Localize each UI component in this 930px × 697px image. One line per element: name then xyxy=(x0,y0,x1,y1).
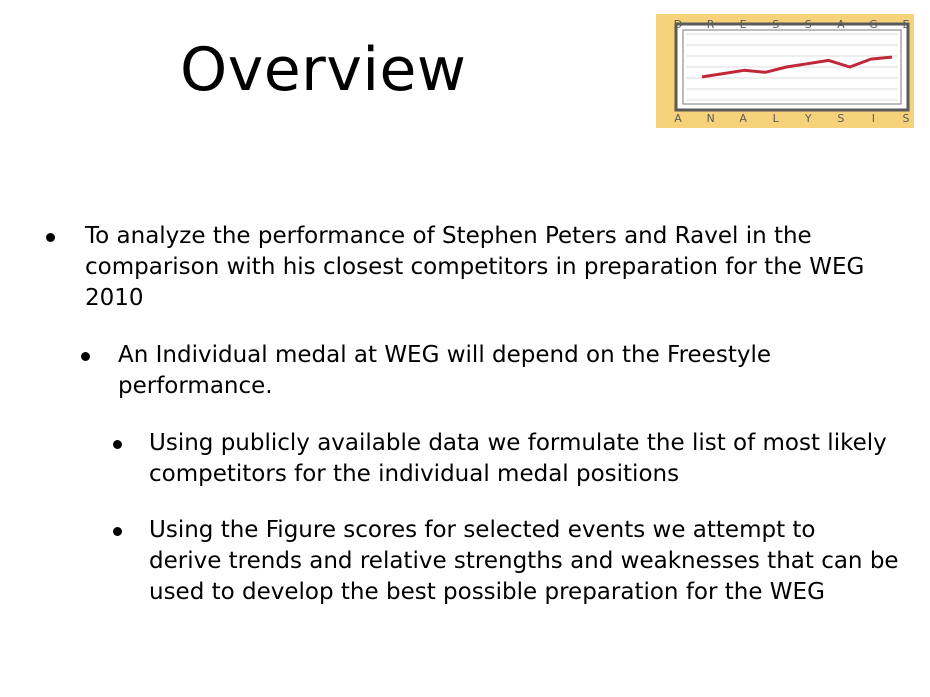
logo-letter: Y xyxy=(804,112,812,125)
logo-letter: D xyxy=(673,18,683,31)
logo-letter: A xyxy=(674,112,682,125)
bullet-marker xyxy=(46,233,55,242)
bullet-marker xyxy=(113,527,122,536)
logo-letter: S xyxy=(804,18,812,31)
bullet-item-objective xyxy=(85,221,864,314)
logo-letter: L xyxy=(772,112,779,125)
bullet-line: derive trends and relative strengths and weaknesses that can be xyxy=(149,548,899,574)
bullet-line: comparison with his closest competitors in preparation for the WEG xyxy=(85,254,865,280)
logo-letter: E xyxy=(902,18,910,31)
logo-letter: N xyxy=(706,112,715,125)
bullet-item-public-data xyxy=(149,428,887,490)
logo-letter: I xyxy=(871,112,876,125)
bullet-line: 2010 xyxy=(85,285,144,311)
logo-letter: S xyxy=(902,112,910,125)
bullet-line: To analyze the performance of Stephen Peters and Ravel in the xyxy=(85,223,812,249)
logo-letter: A xyxy=(837,18,845,31)
logo-letter: R xyxy=(706,18,715,31)
logo-letter: E xyxy=(739,18,747,31)
bullet-line: An Individual medal at WEG will depend on the Freestyle xyxy=(118,342,771,368)
bullet-line: Using publicly available data we formulate the list of most likely xyxy=(149,430,887,456)
bullet-line: performance. xyxy=(118,373,273,399)
logo-letter: A xyxy=(739,112,747,125)
slide-title: Overview xyxy=(180,35,467,105)
logo-letter: S xyxy=(772,18,780,31)
bullet-line: Using the Figure scores for selected events we attempt to xyxy=(149,517,816,543)
logo-letter: G xyxy=(869,18,878,31)
bullet-line: competitors for the individual medal positions xyxy=(149,461,680,487)
bullet-item-figure-scores xyxy=(149,515,899,608)
bullet-marker xyxy=(81,352,90,361)
logo-letter: S xyxy=(837,112,845,125)
bullet-line: used to develop the best possible preparation for the WEG xyxy=(149,579,825,605)
bullet-item-medal xyxy=(118,340,771,402)
bullet-marker xyxy=(113,440,122,449)
